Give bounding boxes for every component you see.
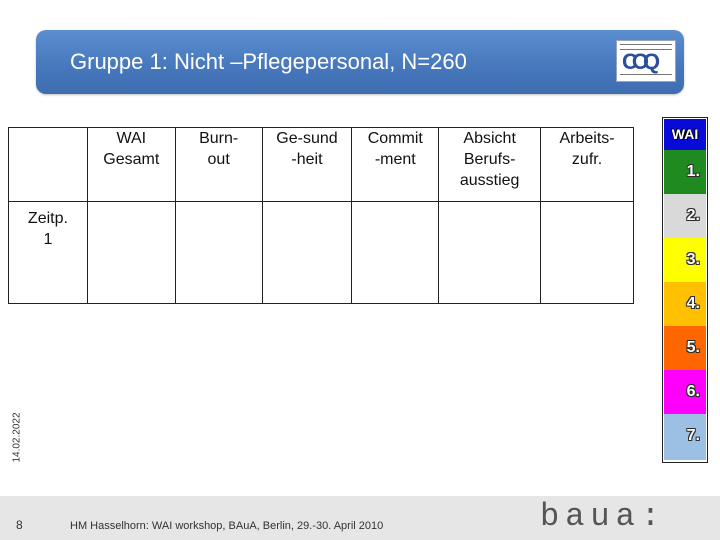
table-row xyxy=(9,202,634,304)
table-cell xyxy=(175,202,262,304)
table-cell xyxy=(541,202,634,304)
baua-logo: baua: xyxy=(540,498,667,535)
slide-date: 14.02.2022 xyxy=(11,412,23,463)
header-cell: Commit -ment xyxy=(352,128,439,202)
footer-text: HM Hasselhorn: WAI workshop, BAuA, Berlin, 29.-30. April 2010 xyxy=(70,520,384,532)
wai-scale xyxy=(662,117,708,463)
header-cell: Arbeits- zufr. xyxy=(541,128,634,202)
header-cell: Burn- out xyxy=(175,128,262,202)
table-header-row xyxy=(9,128,634,202)
coq-logo xyxy=(616,40,676,82)
wai-scale-header: WAI xyxy=(664,119,706,150)
row-label: Zeitp. 1 xyxy=(9,202,88,304)
table-cell xyxy=(87,202,175,304)
table-cell xyxy=(352,202,439,304)
logo-bottom-line xyxy=(620,74,672,78)
header-cell: WAI Gesamt xyxy=(87,128,175,202)
wai-level-2: 2. xyxy=(664,194,706,238)
table-cell xyxy=(439,202,541,304)
wai-level-4: 4. xyxy=(664,282,706,326)
wai-level-6: 6. xyxy=(664,370,706,414)
wai-level-1: 1. xyxy=(664,150,706,194)
wai-level-7: 7. xyxy=(664,414,706,460)
wai-level-3: 3. xyxy=(664,238,706,282)
header-cell-empty xyxy=(9,128,88,202)
logo-letters: COQ xyxy=(622,49,655,74)
header-cell: Absicht Berufs- ausstieg xyxy=(439,128,541,202)
header-cell: Ge-sund -heit xyxy=(262,128,352,202)
slide-title: Gruppe 1: Nicht –Pflegepersonal, N=260 xyxy=(70,49,467,74)
page-number: 8 xyxy=(16,518,23,532)
table-cell xyxy=(262,202,352,304)
results-table xyxy=(8,127,634,304)
wai-level-5: 5. xyxy=(664,326,706,370)
